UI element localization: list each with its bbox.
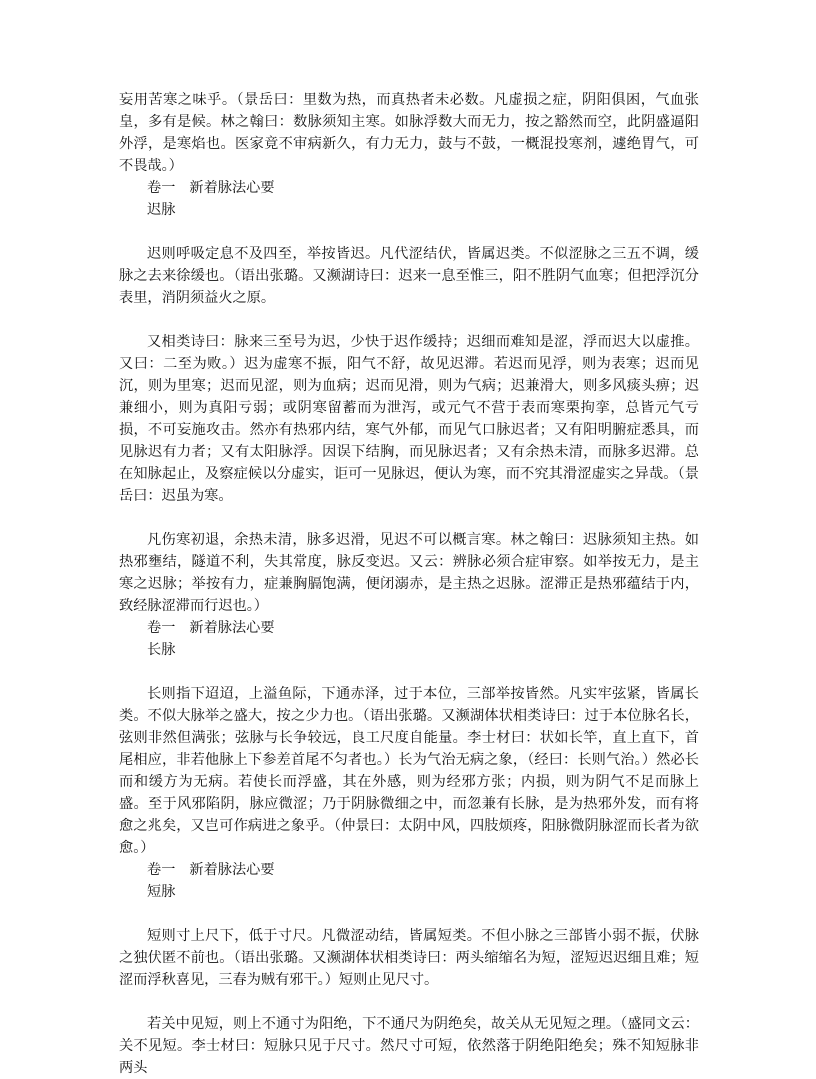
body-paragraph: 又相类诗曰：脉来三至号为迟，少快于迟作缓持；迟细而难知是涩，浮而迟大以虚推。又曰：二至为败。）迟为虚寒不振，阳气不舒，故见迟滞。若迟而见浮，则为表寒；迟而见沉，则为里寒；迟而见涩，则为血病；迟而见滑，则为气病；迟兼滑大，则多风痰头痹；迟兼细小，则为真阳亏弱；或阴寒留蓄而为泄泻，或元气不营于表而寒栗拘挛，总皆元气亏损，不可妄施攻击。然亦有热邪内结，寒气外郁，而见气口脉迟者；又有阳明腑症悉具，而见脉迟有力者；又有太阳脉浮。因误下结胸，而见脉迟者；又有余热未清，而脉多迟滞。总在知脉起止，及察症候以分虚实，讵可一见脉迟，便认为寒，而不究其滑涩虚实之异哉。（景岳曰：迟虽为寒。	[119, 334, 699, 504]
pulse-title: 短脉	[147, 884, 176, 900]
running-heading	[119, 177, 699, 199]
running-heading	[119, 859, 699, 881]
section-label: 新着脉法心要	[189, 180, 275, 196]
section-label: 新着脉法心要	[189, 862, 275, 878]
body-paragraph: 迟则呼吸定息不及四至，举按皆迟。凡代涩结伏，皆属迟类。不似涩脉之三五不调，缓脉之去来徐缓也。（语出张璐。又濒湖诗曰：迟来一息至惟三，阳不胜阴气血寒；但把浮沉分表里，消阴须益火之原。	[119, 246, 699, 306]
document-page	[119, 89, 699, 1079]
body-paragraph: 凡伤寒初退，余热未清，脉多迟滑，见迟不可以概言寒。林之翰曰：迟脉须知主热。如热邪壅结，隧道不利，失其常度，脉反变迟。又云：辨脉必须合症审察。如举按无力，是主寒之迟脉；举按有力，症兼胸膈饱满，便闭溺赤，是主热之迟脉。涩滞正是热邪蕴结于内，致经脉涩滞而行迟也。）	[119, 532, 699, 614]
body-paragraph: 长则指下迢迢，上溢鱼际，下通赤泽，过于本位，三部举按皆然。凡实牢弦紧，皆属长类。不似大脉举之盛大，按之少力也。（语出张璐。又濒湖体状相类诗曰：过于本位脉名长，弦则非然但满张；弦脉与长争较远，良工尺度自能量。李士材曰：状如长竿，直上直下，首尾相应，非若他脉上下参差首尾不匀者也。）长为气治无病之象，（经曰：长则气治。）然必长而和缓方为无病。若使长而浮盛，其在外感，则为经邪方张；内损，则为阴气不足而脉上盛。至于风邪陷阴，脉应微涩；乃于阴脉微细之中，而忽兼有长脉，是为热邪外发，而有将愈之兆矣，又岂可作病进之象乎。（仲景曰：太阴中风，四肢烦疼，阳脉微阴脉涩而长者为欲愈。）	[119, 686, 699, 856]
pulse-title: 长脉	[147, 642, 176, 658]
volume-label: 卷一	[147, 180, 176, 196]
section-label: 新着脉法心要	[189, 620, 275, 636]
volume-label: 卷一	[147, 620, 176, 636]
body-paragraph: 短则寸上尺下，低于寸尺。凡微涩动结，皆属短类。不但小脉之三部皆小弱不振，伏脉之独伏匿不前也。（语出张璐。又濒湖体状相类诗曰：两头缩缩名为短，涩短迟迟细且难；短涩而浮秋喜见，三春为贼有邪干。）短则止见尺寸。	[119, 928, 699, 988]
pulse-title: 迟脉	[147, 202, 176, 218]
body-paragraph: 妄用苦寒之味乎。（景岳曰：里数为热，而真热者未必数。凡虚损之症，阴阳俱困，气血张皇，多有是候。林之翰曰：数脉须知主寒。如脉浮数大而无力，按之豁然而空，此阴盛逼阳外浮，是寒焰也。医家竟不审病新久，有力无力，鼓与不鼓，一概混投寒剂，遽绝胃气，可不畏哉。）	[119, 92, 699, 174]
volume-label: 卷一	[147, 862, 176, 878]
body-paragraph: 若关中见短，则上不通寸为阳绝，下不通尺为阴绝矣，故关从无见短之理。（盛同文云：关不见短。李士材曰：短脉只见于尺寸。然尺寸可短，依然落于阴绝阳绝矣；殊不知短脉非两头	[119, 1016, 699, 1076]
running-heading	[119, 617, 699, 639]
